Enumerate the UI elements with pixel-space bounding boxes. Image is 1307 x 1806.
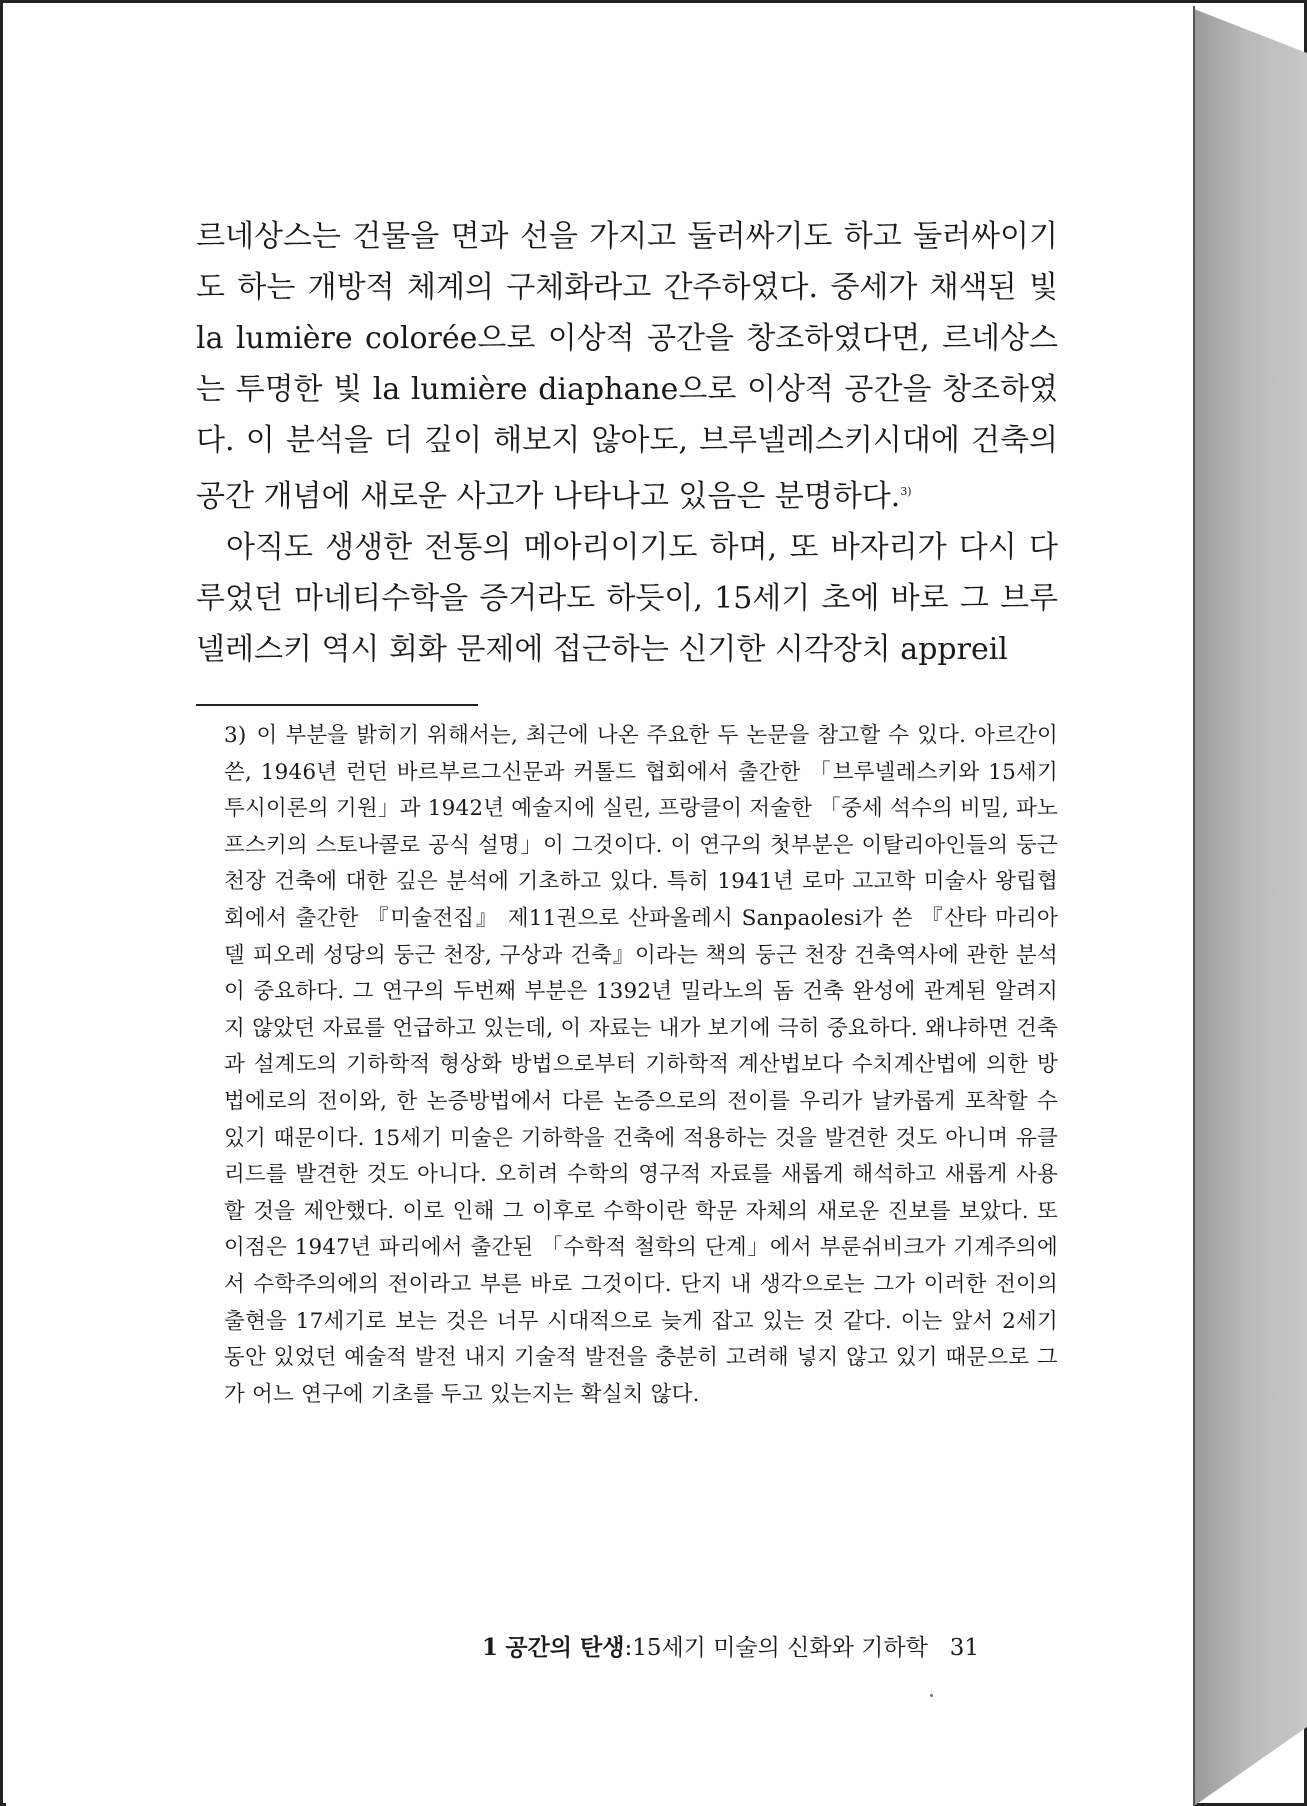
footnote-text: 이 부분을 밝히기 위해서는, 최근에 나온 주요한 두 논문을 참고할 수 있다. 아르간이 쓴, 1946년 런던 바르부르그신문과 커톨드 협회에서 출간한 「브루넬레스키와 15세기 투시이론의 기원」과 1942년 예술지에 실린, 프랑클이 저술한 「중세 석수의 비밀, 파노프스키의 스토나콜로 공식 설명」이 그것이다. 이 연구의 첫부분은 이탈리아인들의 둥근 천장 건축에 대한 깊은 분석에 기초하고 있다. 특히 1941년 로마 고고학 미술사 왕립협회에서 출간한 『미술전집』 제11권으로 산파올레시 Sanpaolesi가 쓴 『산타 마리아 델 피오레 성당의 둥근 천장, 구상과 건축』이라는 책의 둥근 천장 건축역사에 관한 분석이 중요하다. 그 연구의 두번째 부분은 1392년 밀라노의 돔 건축 완성에 관계된 알려지지 않았던 자료를 언급하고 있는데, 이 자료는 내가 보기에 극히 중요하다. 왜냐하면 건축과 설계도의 기하학적 형상화 방법으로부터 기하학적 계산법보다 수치계산법에 의한 방법에로의 전이와, 한 논증방법에서 다른 논증으로의 전이를 우리가 날카롭게 포착할 수 있기 때문이다. 15세기 미술은 기하학을 건축에 적용하는 것을 발견한 것도 아니며 유클리드를 발견한 것도 아니다. 오히려 수학의 영구적 자료를 새롭게 해석하고 새롭게 사용할 것을 제안했다. 이로 인해 그 이후로 수학이란 학문 자체의 새로운 진보를 보았다. 또 이점은 1947년 파리에서 출간된 「수학적 철학의 단계」에서 부룬쉬비크가 기계주의에서 수학주의에의 전이라고 부른 바로 그것이다. 단지 내 생각으로는 그가 이러한 전이의 출현을 17세기로 보는 것은 너무 시대적으로 늦게 잡고 있는 것 같다. 이는 앞서 2세기 동안 있었던 예술적 발전 내지 기술적 발전을 충분히 고려해 넣지 않고 있기 때문으로 그가 어느 연구에 기초를 두고 있는지는 확실치 않다. (224, 723, 1058, 1407)
footnote (224, 718, 1058, 1413)
footnote-marker: 3) (224, 723, 247, 748)
paragraph-1 (196, 211, 1058, 522)
main-text (196, 211, 1058, 675)
footnote-divider (196, 704, 478, 706)
footer-subtitle: 15세기 미술의 신화와 기하학 (632, 1635, 928, 1661)
paragraph-1-text: 르네상스는 건물을 면과 선을 가지고 둘러싸기도 하고 둘러싸이기도 하는 개방적 체계의 구체화라고 간주하였다. 중세가 채색된 빛 la lumière colorée으로 이상적 공간을 창조하였다면, 르네상스는 투명한 빛 la lumière diaphane으로 이상적 공간을 창조하였다. 이 분석을 더 깊이 해보지 않아도, 브루넬레스키시대에 건축의 공간 개념에 새로운 사고가 나타나고 있음은 분명하다. (196, 219, 1058, 514)
footer-chapter-number: 1 (482, 1634, 499, 1661)
book-page (6, 6, 1195, 1806)
page-stack-edge (1194, 9, 1307, 1806)
footer-separator: : (624, 1635, 633, 1661)
page-number: 31 (949, 1635, 980, 1661)
footnote-reference: 3) (900, 485, 912, 498)
paragraph-2: 아직도 생생한 전통의 메아리이기도 하며, 또 바자리가 다시 다루었던 마네티수학을 증거라도 하듯이, 15세기 초에 바로 그 브루넬레스키 역시 회화 문제에 접근하는 신기한 시각장치 appreil (196, 530, 1058, 667)
running-footer (482, 1628, 1022, 1668)
page-content (6, 6, 1195, 1806)
footer-chapter-title: 공간의 탄생 (505, 1634, 625, 1661)
scan-speck (930, 1694, 933, 1697)
